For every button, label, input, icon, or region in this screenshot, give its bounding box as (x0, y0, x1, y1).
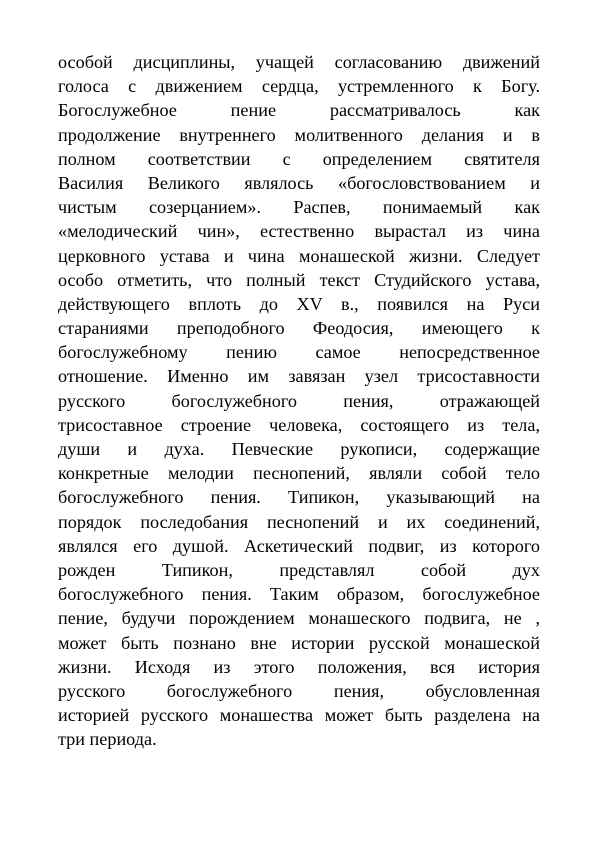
text-line: души и духа. Певческие рукописи, содержащие (58, 439, 540, 459)
text-line: Василия Великого являлось «богословствованием и (58, 172, 540, 193)
text-line: церковного устава и чина монашеской жизни. Следует (58, 245, 540, 266)
text-line: действующего вплоть до XV в., появился на Руси (58, 293, 540, 314)
text-line: может быть познано вне истории русской монашеской (58, 632, 540, 653)
text-line: богослужебного пения. Типикон, указывающий на (58, 487, 540, 508)
text-line: полном соответствии с определением святителя (58, 148, 540, 169)
text-line: богослужебного пения. Таким образом, богослужебное (58, 584, 540, 605)
text-line: особо отметить, что полный текст Студийского устава, (58, 269, 540, 290)
text-line: отношение. Именно им завязан узел трисоставности (58, 366, 540, 387)
text-line: «мелодический чин», естественно вырастал из чина (58, 221, 540, 242)
text-line: конкретные мелодии песнопений, являли собой тело (58, 463, 540, 484)
text-line: историей русского монашества может быть разделена на (58, 705, 540, 726)
text-line: три периода. (58, 729, 157, 750)
text-line: русского богослужебного пения, обусловленная (58, 680, 540, 701)
text-line: трисоставное строение человека, состоящего из тела, (58, 414, 540, 435)
text-line: богослужебному пению самое непосредственное (58, 342, 540, 363)
text-line: порядок последобания песнопений и их соединений, (58, 511, 540, 532)
text-line: Богослужебное пение рассматривалось как (58, 100, 540, 121)
text-line: жизни. Исходя из этого положения, вся история (58, 656, 540, 677)
text-line: чистым созерцанием». Распев, понимаемый как (58, 197, 540, 218)
body-paragraph (58, 50, 540, 751)
text-line: стараниями преподобного Феодосия, имеющего к (58, 318, 540, 339)
text-line: особой дисциплины, учащей согласованию движений (58, 52, 540, 72)
document-page (58, 50, 540, 751)
text-line: продолжение внутреннего молитвенного делания и в (58, 124, 540, 145)
text-line: рожден Типикон, представлял собой дух (58, 559, 540, 580)
text-line: голоса с движением сердца, устремленного к Богу. (58, 76, 540, 97)
text-line: русского богослужебного пения, отражающей (58, 390, 540, 411)
text-line: являлся его душой. Аскетический подвиг, из которого (58, 535, 540, 556)
text-line: пение, будучи порождением монашеского подвига, не , (58, 608, 540, 629)
